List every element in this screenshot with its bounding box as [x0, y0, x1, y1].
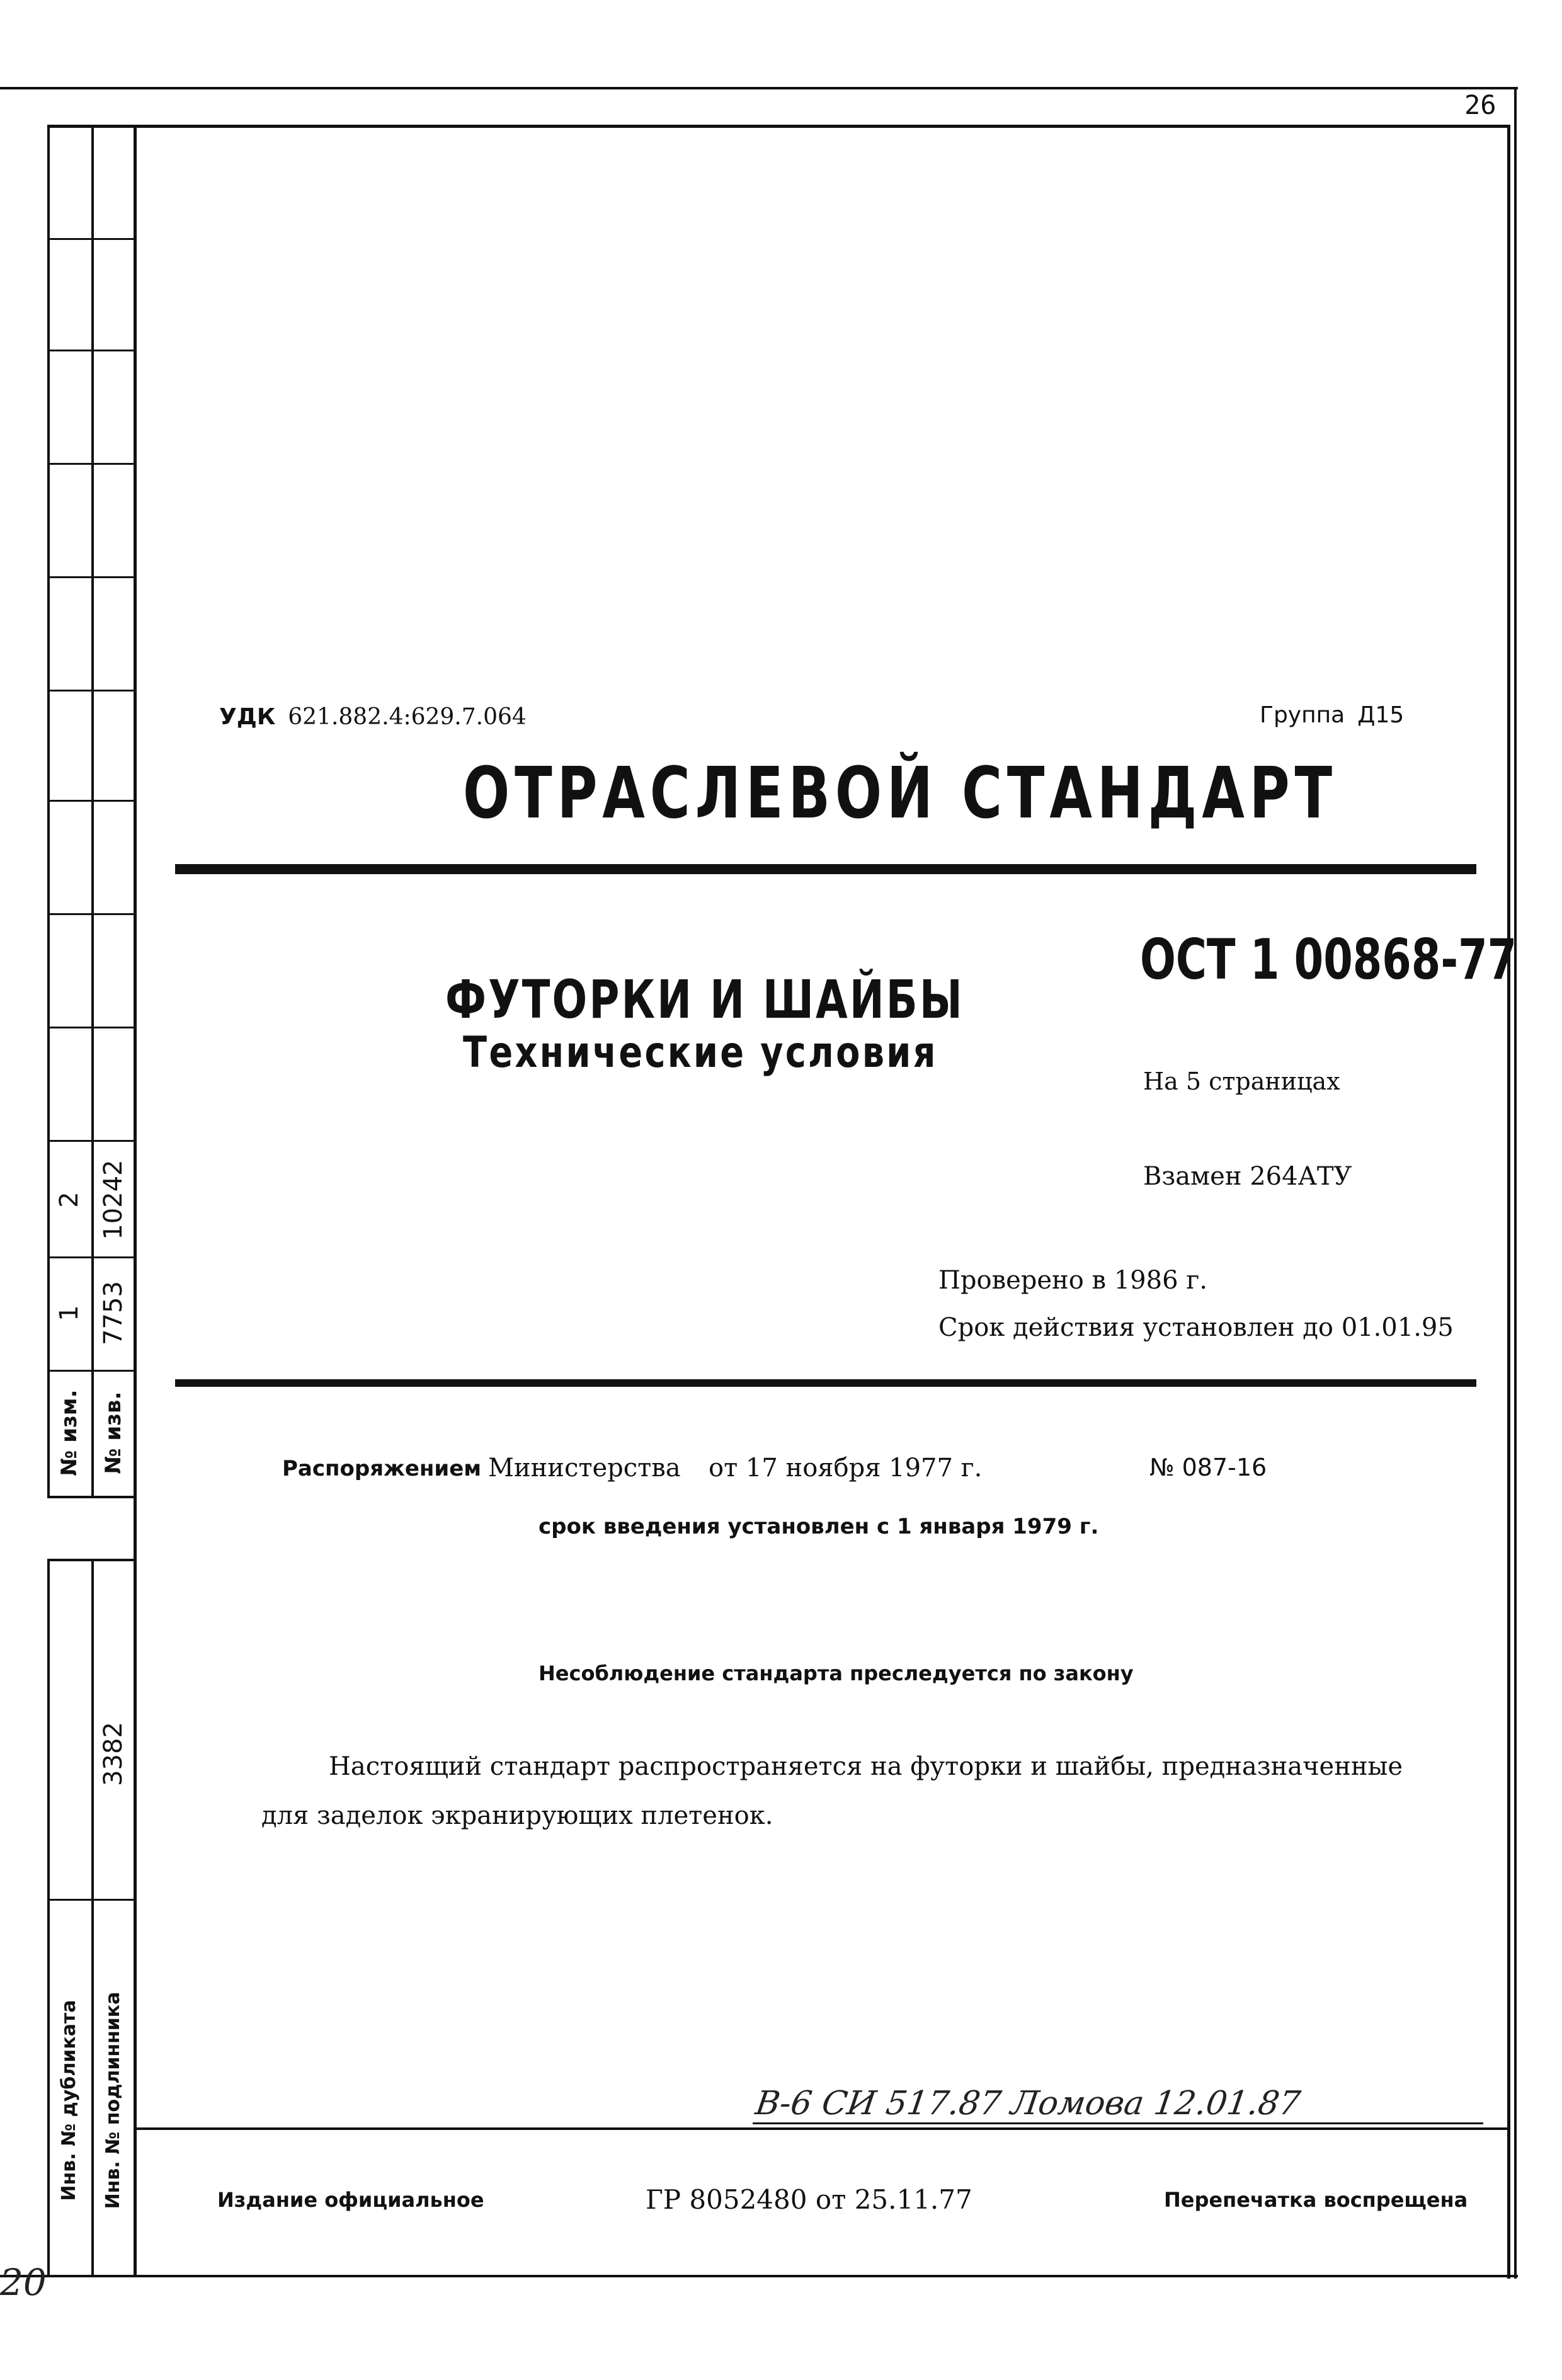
header-title: ОТРАСЛЕВОЙ СТАНДАРТ [463, 753, 1337, 834]
decree-number: № 087-16 [1149, 1454, 1267, 1481]
thick-rule-bottom [175, 1379, 1476, 1387]
group-value: Д15 [1357, 702, 1405, 728]
side-lower-row-line [47, 1899, 135, 1901]
top-border-line [0, 87, 1518, 89]
side-row-line [47, 350, 135, 351]
notice-no-label: № изв. [101, 1391, 126, 1474]
pages-count: На 5 страницах [1143, 1068, 1340, 1095]
decree-date: от 17 ноября 1977 г. [709, 1454, 983, 1483]
duplicate-inventory-label: Инв. № дубликата [58, 2000, 80, 2201]
side-table-mid-line [91, 125, 94, 1498]
product-subtitle: Технические условия [463, 1028, 938, 1078]
bottom-border-line [0, 2275, 1518, 2277]
intro-date: срок введения установлен с 1 января 1979 г. [539, 1514, 1099, 1539]
scope-line-2: для заделок экранирующих плетенок. [261, 1801, 773, 1830]
footer-registration: ГР 8052480 от 25.11.77 [646, 2184, 972, 2215]
side-row-line [47, 463, 135, 465]
side-row-line [47, 238, 135, 240]
group-line [1260, 702, 1404, 728]
inner-frame-top [47, 125, 1510, 128]
legal-notice: Несоблюдение стандарта преследуется по закону [539, 1661, 1134, 1685]
corner-handwritten-mark: 20 [0, 2261, 47, 2304]
original-inventory-label: Инв. № подлинника [102, 1991, 124, 2209]
side-row-line [47, 1027, 135, 1028]
udk-line [219, 704, 527, 730]
validity-date: Срок действия установлен до 01.01.95 [938, 1313, 1454, 1342]
side-table-bottom-line [47, 1496, 135, 1498]
stamp-underline [753, 2122, 1483, 2124]
standard-number: ОСТ 1 00868-77 [1140, 927, 1517, 992]
replaces: Взамен 264АТУ [1143, 1162, 1352, 1191]
udk-label: УДК [219, 704, 276, 730]
change-no-label: № изм. [57, 1389, 82, 1476]
notice-1: 7753 [99, 1281, 128, 1345]
decree-authority: Министерства [488, 1454, 681, 1483]
page-number: 26 [1464, 89, 1496, 120]
side-row-line [47, 576, 135, 578]
thick-rule-top [175, 864, 1476, 874]
handwritten-registration-stamp: В-6 СИ 517.87 Ломова 12.01.87 [753, 2085, 1303, 2122]
right-border-line [1514, 87, 1517, 2279]
inner-frame-right [1507, 125, 1510, 2279]
udk-value: 621.882.4:629.7.064 [288, 704, 527, 730]
scope-line-1: Настоящий стандарт распространяется на футорки и шайбы, предназначенные [329, 1752, 1403, 1781]
original-inventory-number: 3382 [99, 1722, 128, 1786]
side-lower-mid-line [91, 1559, 94, 2277]
change-1: 2 [55, 1192, 84, 1208]
notice-2: 10242 [99, 1159, 128, 1240]
group-label: Группа [1260, 702, 1345, 728]
footer-edition: Издание официальное [217, 2188, 484, 2212]
decree-label: Распоряжением [282, 1456, 482, 1481]
side-row-line [47, 1140, 135, 1142]
footer-separator [134, 2127, 1510, 2130]
product-title: ФУТОРКИ И ШАЙБЫ [445, 969, 964, 1030]
side-table-left-edge [47, 125, 50, 1498]
footer-reprint: Перепечатка воспрещена [1164, 2188, 1468, 2212]
side-row-line [47, 1256, 135, 1258]
side-row-line [47, 1370, 135, 1372]
side-lower-left-edge [47, 1559, 50, 2277]
change-2: 1 [55, 1305, 84, 1321]
side-row-line [47, 913, 135, 915]
checked-date: Проверено в 1986 г. [938, 1266, 1207, 1295]
inner-frame-left [134, 125, 137, 2276]
side-row-line [47, 690, 135, 692]
side-row-line [47, 800, 135, 802]
